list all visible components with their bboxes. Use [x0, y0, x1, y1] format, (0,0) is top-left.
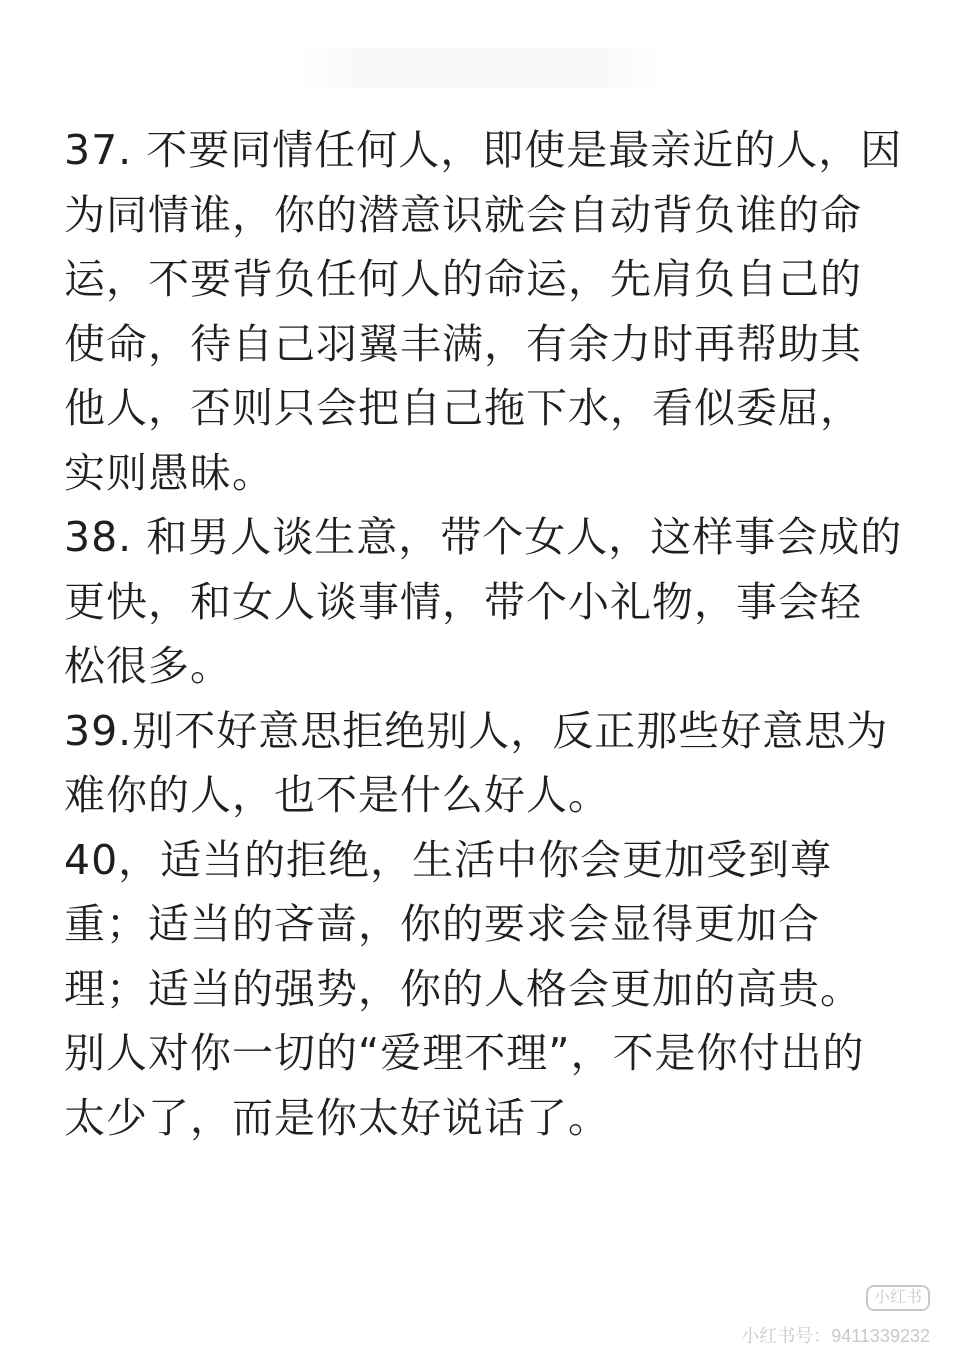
text-line: 实则愚昧。 — [64, 448, 274, 497]
text-line: 理；适当的强势，你的人格会更加的高贵。 — [64, 964, 862, 1013]
watermark-text: 小红书号：9411339232 — [741, 1326, 930, 1346]
text-content — [64, 118, 904, 1150]
paragraph-38 — [64, 505, 904, 699]
text-line: 难你的人，也不是什么好人。 — [64, 771, 610, 819]
text-line: 使命，待自己羽翼丰满，有余力时再帮助其 — [64, 319, 862, 368]
paragraph-39 — [64, 699, 904, 828]
text-line: 松很多。 — [64, 642, 232, 690]
text-line: 他人，否则只会把自己拖下水，看似委屈， — [64, 384, 862, 432]
text-line: 为同情谁，你的潜意识就会自动背负谁的命 — [64, 190, 862, 239]
paragraph-37 — [64, 118, 904, 505]
faded-header-area — [300, 48, 660, 88]
watermark-badge: 小红书 — [866, 1285, 930, 1311]
paragraph-40 — [64, 828, 904, 1151]
text-line: 37. 不要同情任何人，即使是最亲近的人，因 — [64, 126, 903, 174]
text-line: 太少了，而是你太好说话了。 — [64, 1093, 610, 1142]
text-line: 重；适当的吝啬，你的要求会显得更加合 — [64, 900, 820, 948]
text-line: 39.别不好意思拒绝别人，反正那些好意思为 — [64, 706, 889, 755]
text-line: 更快，和女人谈事情，带个小礼物，事会轻 — [64, 577, 862, 626]
text-line: 运，不要背负任何人的命运，先肩负自己的 — [64, 255, 862, 303]
text-line: 40，适当的拒绝，生活中你会更加受到尊 — [64, 835, 833, 884]
text-line: 别人对你一切的“爱理不理”，不是你付出的 — [64, 1029, 865, 1077]
text-line: 38. 和男人谈生意，带个女人，这样事会成的 — [64, 513, 903, 561]
watermark — [741, 1285, 930, 1347]
